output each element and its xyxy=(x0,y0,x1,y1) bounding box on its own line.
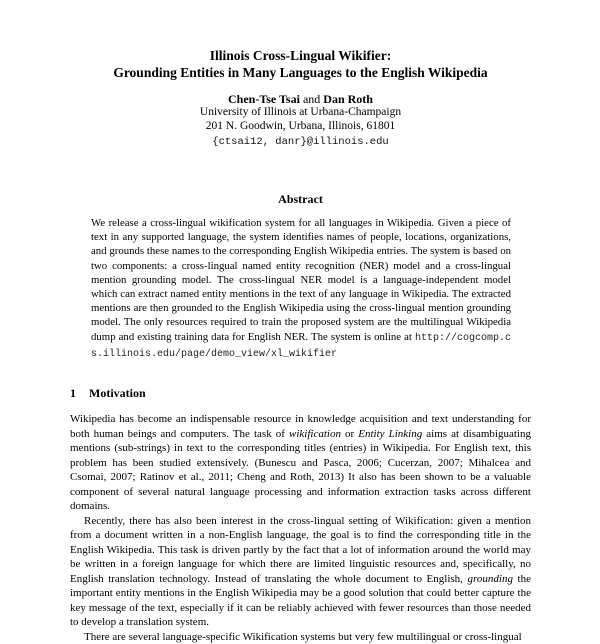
author-name-2: Dan Roth xyxy=(323,92,373,106)
author-separator: and xyxy=(302,92,321,106)
text-run: Recently, there has also been interest in the cross-lingual setting of Wikification: given a mention from a document written in a non-English language, the goal is to find the corresponding title in the English Wikipedia. This task is driven partly by the fact that a lot of information around the world may be written in a foreign language for which there are limited linguistic resources and, specifically, no English translation technology. Instead of translating the whole document to English, xyxy=(70,514,531,585)
text-run: aims at disambiguating mentions (sub-strings) in text to the corresponding titles (entries) in Wikipedia. For English text, this problem has been studied extensively. (Bunescu and Pasca, 2006; Cucerzan, 2007; Mihalcea and Csomai, 2007; Ratinov et al., 2011; Cheng and Roth, 2013) It also has been shown to be a valuable component of several natural language processing and information extraction tasks across different domains. xyxy=(70,427,531,513)
text-run: the important entity mentions in the English Wikipedia may be a good solution that could better capture the key message of the text, especially if it can be reliably achieved with fewer resources than those needed to develop a translation system. xyxy=(70,572,531,629)
email-line: {ctsai12, danr}@illinois.edu xyxy=(212,136,389,148)
section-title: Motivation xyxy=(89,386,146,401)
motivation-para-3: There are several language-specific Wikification systems but very few multilingual or cross-lingual xyxy=(84,630,522,643)
motivation-para-2 xyxy=(70,514,531,630)
section-number: 1 xyxy=(70,386,76,401)
title-line-1: Illinois Cross-Lingual Wikifier: xyxy=(209,48,392,63)
abstract-paragraph xyxy=(91,216,511,362)
author-name-1: Chen-Tse Tsai xyxy=(228,92,300,106)
text-run: Wikipedia has become an indispensable resource in knowledge acquisition and text understanding for both human beings and computers. The task of xyxy=(70,413,531,440)
title-line-2: Grounding Entities in Many Languages to the English Wikipedia xyxy=(113,64,488,80)
affiliation-line: University of Illinois at Urbana-Champaign xyxy=(199,106,402,118)
author-line xyxy=(70,92,531,106)
demo-url-link[interactable]: http://cogcomp.cs.illinois.edu/page/demo_view/xl_wikifier xyxy=(91,332,511,360)
emphasized-term: wikification xyxy=(289,427,341,440)
section-1-heading xyxy=(70,386,531,401)
paper-title xyxy=(70,48,531,81)
abstract-text: We release a cross-lingual wikification system for all languages in Wikipedia. Given a piece of text in any supported language, the system identifies names of people, locations, organizations, and grounds these names to the corresponding English Wikipedia entries. The system is based on two components: a cross-lingual named entity recognition (NER) model and a cross-lingual mention grounding model. The cross-lingual NER model is a language-independent model which can extract named entity mentions in the text of any language in Wikipedia. The extracted mentions are then grounded to the English Wikipedia using the cross-lingual mention grounding model. The only resources required to train the proposed system are the multilingual Wikipedia dump and existing training data for English NER. The system is online at xyxy=(91,217,511,343)
emphasized-term: grounding xyxy=(467,572,513,585)
text-run: or xyxy=(340,427,359,440)
motivation-para-1 xyxy=(70,412,531,514)
abstract-heading: Abstract xyxy=(278,192,323,206)
address-line: 201 N. Goodwin, Urbana, Illinois, 61801 xyxy=(205,119,396,132)
emphasized-term: Entity Linking xyxy=(358,427,423,440)
